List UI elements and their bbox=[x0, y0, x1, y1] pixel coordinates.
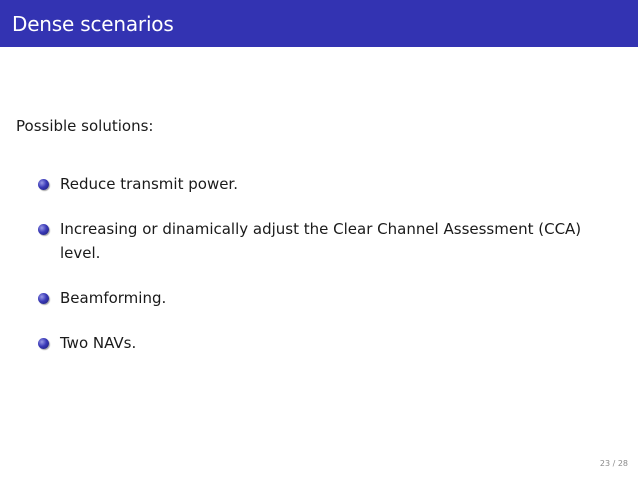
solutions-list bbox=[36, 172, 626, 376]
list-item bbox=[36, 172, 626, 196]
slide-title: Dense scenarios bbox=[12, 12, 174, 36]
title-bar bbox=[0, 0, 638, 47]
list-item-text: Beamforming. bbox=[60, 289, 167, 307]
circle-bullet-icon bbox=[38, 224, 49, 235]
intro-text: Possible solutions: bbox=[16, 117, 154, 135]
circle-bullet-icon bbox=[38, 338, 49, 349]
list-item-text: Increasing or dinamically adjust the Clear Channel Assessment (CCA) level. bbox=[60, 220, 582, 262]
circle-bullet-icon bbox=[38, 179, 49, 190]
list-item-text: Reduce transmit power. bbox=[60, 175, 238, 193]
circle-bullet-icon bbox=[38, 293, 49, 304]
list-item bbox=[36, 331, 626, 355]
page-number: 23 / 28 bbox=[599, 459, 628, 468]
list-item bbox=[36, 286, 626, 310]
list-item-text: Two NAVs. bbox=[60, 334, 137, 352]
list-item bbox=[36, 217, 626, 265]
